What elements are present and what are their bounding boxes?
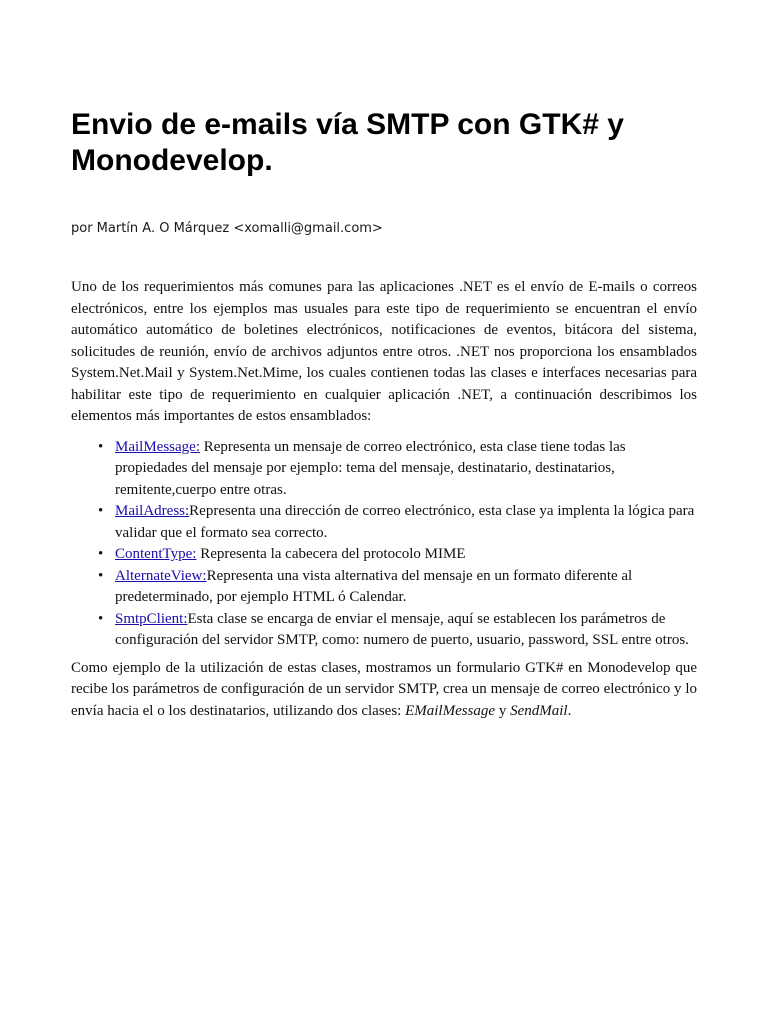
- class-description: Representa una dirección de correo electrónico, esta clase ya implenta la lógica para validar que el formato sea correcto.: [115, 503, 695, 541]
- class-link-alternateview[interactable]: AlternateView:: [115, 567, 207, 584]
- author-byline: por Martín A. O Márquez <xomalli@gmail.com>: [71, 221, 383, 236]
- class-name-sendmail: SendMail: [510, 702, 568, 719]
- closing-text: Como ejemplo de la utilización de estas clases, mostramos un formulario GTK# en Monodevelop que recibe los parámetros de configuración de un servidor SMTP, crea un mensaje de correo electrónico y lo envía hacia el o los destinatarios, utilizando dos clases:: [71, 659, 697, 719]
- class-list: [71, 437, 697, 652]
- class-link-smtpclient[interactable]: SmtpClient:: [115, 610, 188, 627]
- list-item: [115, 609, 697, 652]
- closing-paragraph: [71, 658, 697, 723]
- list-item: [115, 544, 697, 566]
- class-link-mailmessage[interactable]: MailMessage:: [115, 438, 200, 455]
- class-description: Representa un mensaje de correo electrónico, esta clase tiene todas las propiedades del mensaje por ejemplo: tema del mensaje, destinatario, destinatarios, remitente,cuerpo entre otras.: [115, 438, 626, 498]
- class-description: Representa la cabecera del protocolo MIME: [196, 546, 466, 562]
- class-name-emailmessage: EMailMessage: [405, 702, 496, 719]
- intro-paragraph: Uno de los requerimientos más comunes para las aplicaciones .NET es el envío de E-mails o correos electrónicos, entre los ejemplos mas usuales para este tipo de requerimiento se encuentran el envío automático automático de boletines electrónicos, notificaciones de eventos, bitácora del sistema, solicitudes de reunión, envío de archivos adjuntos entre otros. .NET nos proporciona los ensamblados System.Net.Mail y System.Net.Mime, los cuales contienen todas las clases e interfaces necesarias para habilitar este tipo de requerimiento en cualquier aplicación .NET, a continuación describimos los elementos más importantes de estos ensamblados:: [71, 279, 697, 424]
- list-item: [115, 437, 697, 502]
- closing-period: .: [567, 702, 572, 719]
- list-item: [115, 501, 697, 544]
- class-link-mailadress[interactable]: MailAdress:: [115, 503, 190, 519]
- list-item: [115, 566, 697, 609]
- closing-connector: y: [495, 702, 511, 719]
- class-description: Representa una vista alternativa del mensaje en un formato diferente al predeterminado, por ejemplo HTML ó Calendar.: [115, 567, 633, 605]
- class-link-contenttype[interactable]: ContentType:: [115, 546, 197, 562]
- class-description: Esta clase se encarga de enviar el mensaje, aquí se establecen los parámetros de configuración del servidor SMTP, como: numero de puerto, usuario, password, SSL entre otros.: [115, 610, 689, 648]
- article-title: Envio de e-mails vía SMTP con GTK# y Monodevelop.: [71, 108, 624, 177]
